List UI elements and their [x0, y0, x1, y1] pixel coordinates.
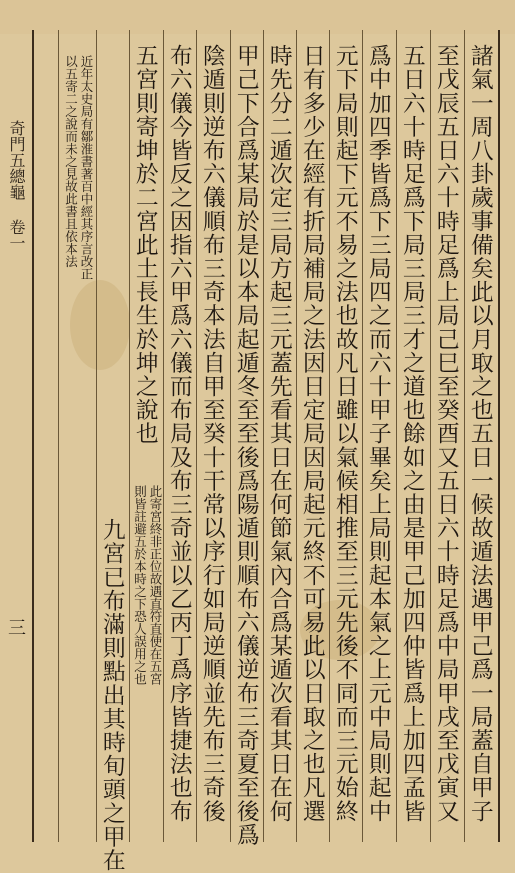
text-column-8: 甲己下合爲某局於是以本局起遁冬至至後爲陽遁則順布六儀逆布三奇夏至後爲 [232, 44, 259, 847]
column-rule [296, 30, 297, 842]
column-rule [464, 30, 465, 842]
text-column-11-main: 五宮則寄坤於二宮此土長生於坤之說也 [131, 44, 158, 446]
page-number: 三 [5, 618, 26, 636]
text-column-5: 元下局則起下元不易之法也故凡日雖以氣候相推至三元先後不同而三元始終 [331, 44, 358, 823]
annotation-line: 近年太史局有鄒淮書著百中經其序言改正 [79, 55, 94, 280]
text-column-2: 至戊辰五日六十時足爲上局己巳至癸酉又五日六十時足爲中局甲戌至戊寅又 [432, 44, 459, 823]
annotation-line: 則皆註避五於本時之下恐人誤用之也 [132, 485, 148, 685]
text-column-3: 五日六十時足爲下局三局三才之道也餘如之由是甲己加四仲皆爲上加四孟皆 [398, 44, 425, 823]
book-title-header: 奇門五總龜 卷一 [7, 120, 26, 251]
annotation-pair-column-11 [133, 485, 161, 685]
column-rule [329, 30, 330, 842]
annotation-line: 以五寄二之說而未之見故此書且依本法 [63, 55, 79, 268]
text-column-6: 日有多少在經有折局補局之法因日定局因局起元終不可易此以日取之也凡選 [298, 44, 325, 823]
text-column-7: 時先分二遁次定三局方起三元蓋先看其日在何節氣內合爲某遁次看其日在何 [265, 44, 292, 823]
text-column-1: 諸氣一周八卦歲事備矣此以月取之也五日一候故遁法遇甲己爲一局蓋自甲子 [466, 44, 493, 823]
text-column-4: 爲中加四季皆爲下三局四之而六十甲子畢矣上局則起本氣之上元中局則起中 [364, 44, 391, 823]
column-rule [129, 30, 130, 842]
annotation-line: 此寄宮終非正位故遇直符直使在五宮 [148, 485, 163, 685]
column-rule [163, 30, 164, 842]
column-rule [230, 30, 231, 842]
page-top-band [0, 0, 515, 34]
annotation-pair-column-12 [64, 55, 92, 280]
column-rule [96, 30, 97, 842]
column-rule [362, 30, 363, 842]
text-column-9: 陰遁則逆布六儀順布三奇本法自甲至癸十干常以序行如局逆順並先布三奇後 [198, 44, 225, 823]
column-rule [430, 30, 431, 842]
column-rule [396, 30, 397, 842]
paper-stain [70, 280, 130, 370]
column-rule [196, 30, 197, 842]
text-column-11-continuation: 九宮已布滿則點出其時旬頭之甲在 [98, 518, 125, 872]
text-column-10: 布六儀今皆反之因指六甲爲六儀而布局及布三奇並以乙丙丁爲序皆捷法也布 [165, 44, 192, 823]
column-rule [498, 30, 500, 842]
column-rule [58, 30, 59, 842]
column-rule [32, 30, 34, 842]
column-rule [263, 30, 264, 842]
